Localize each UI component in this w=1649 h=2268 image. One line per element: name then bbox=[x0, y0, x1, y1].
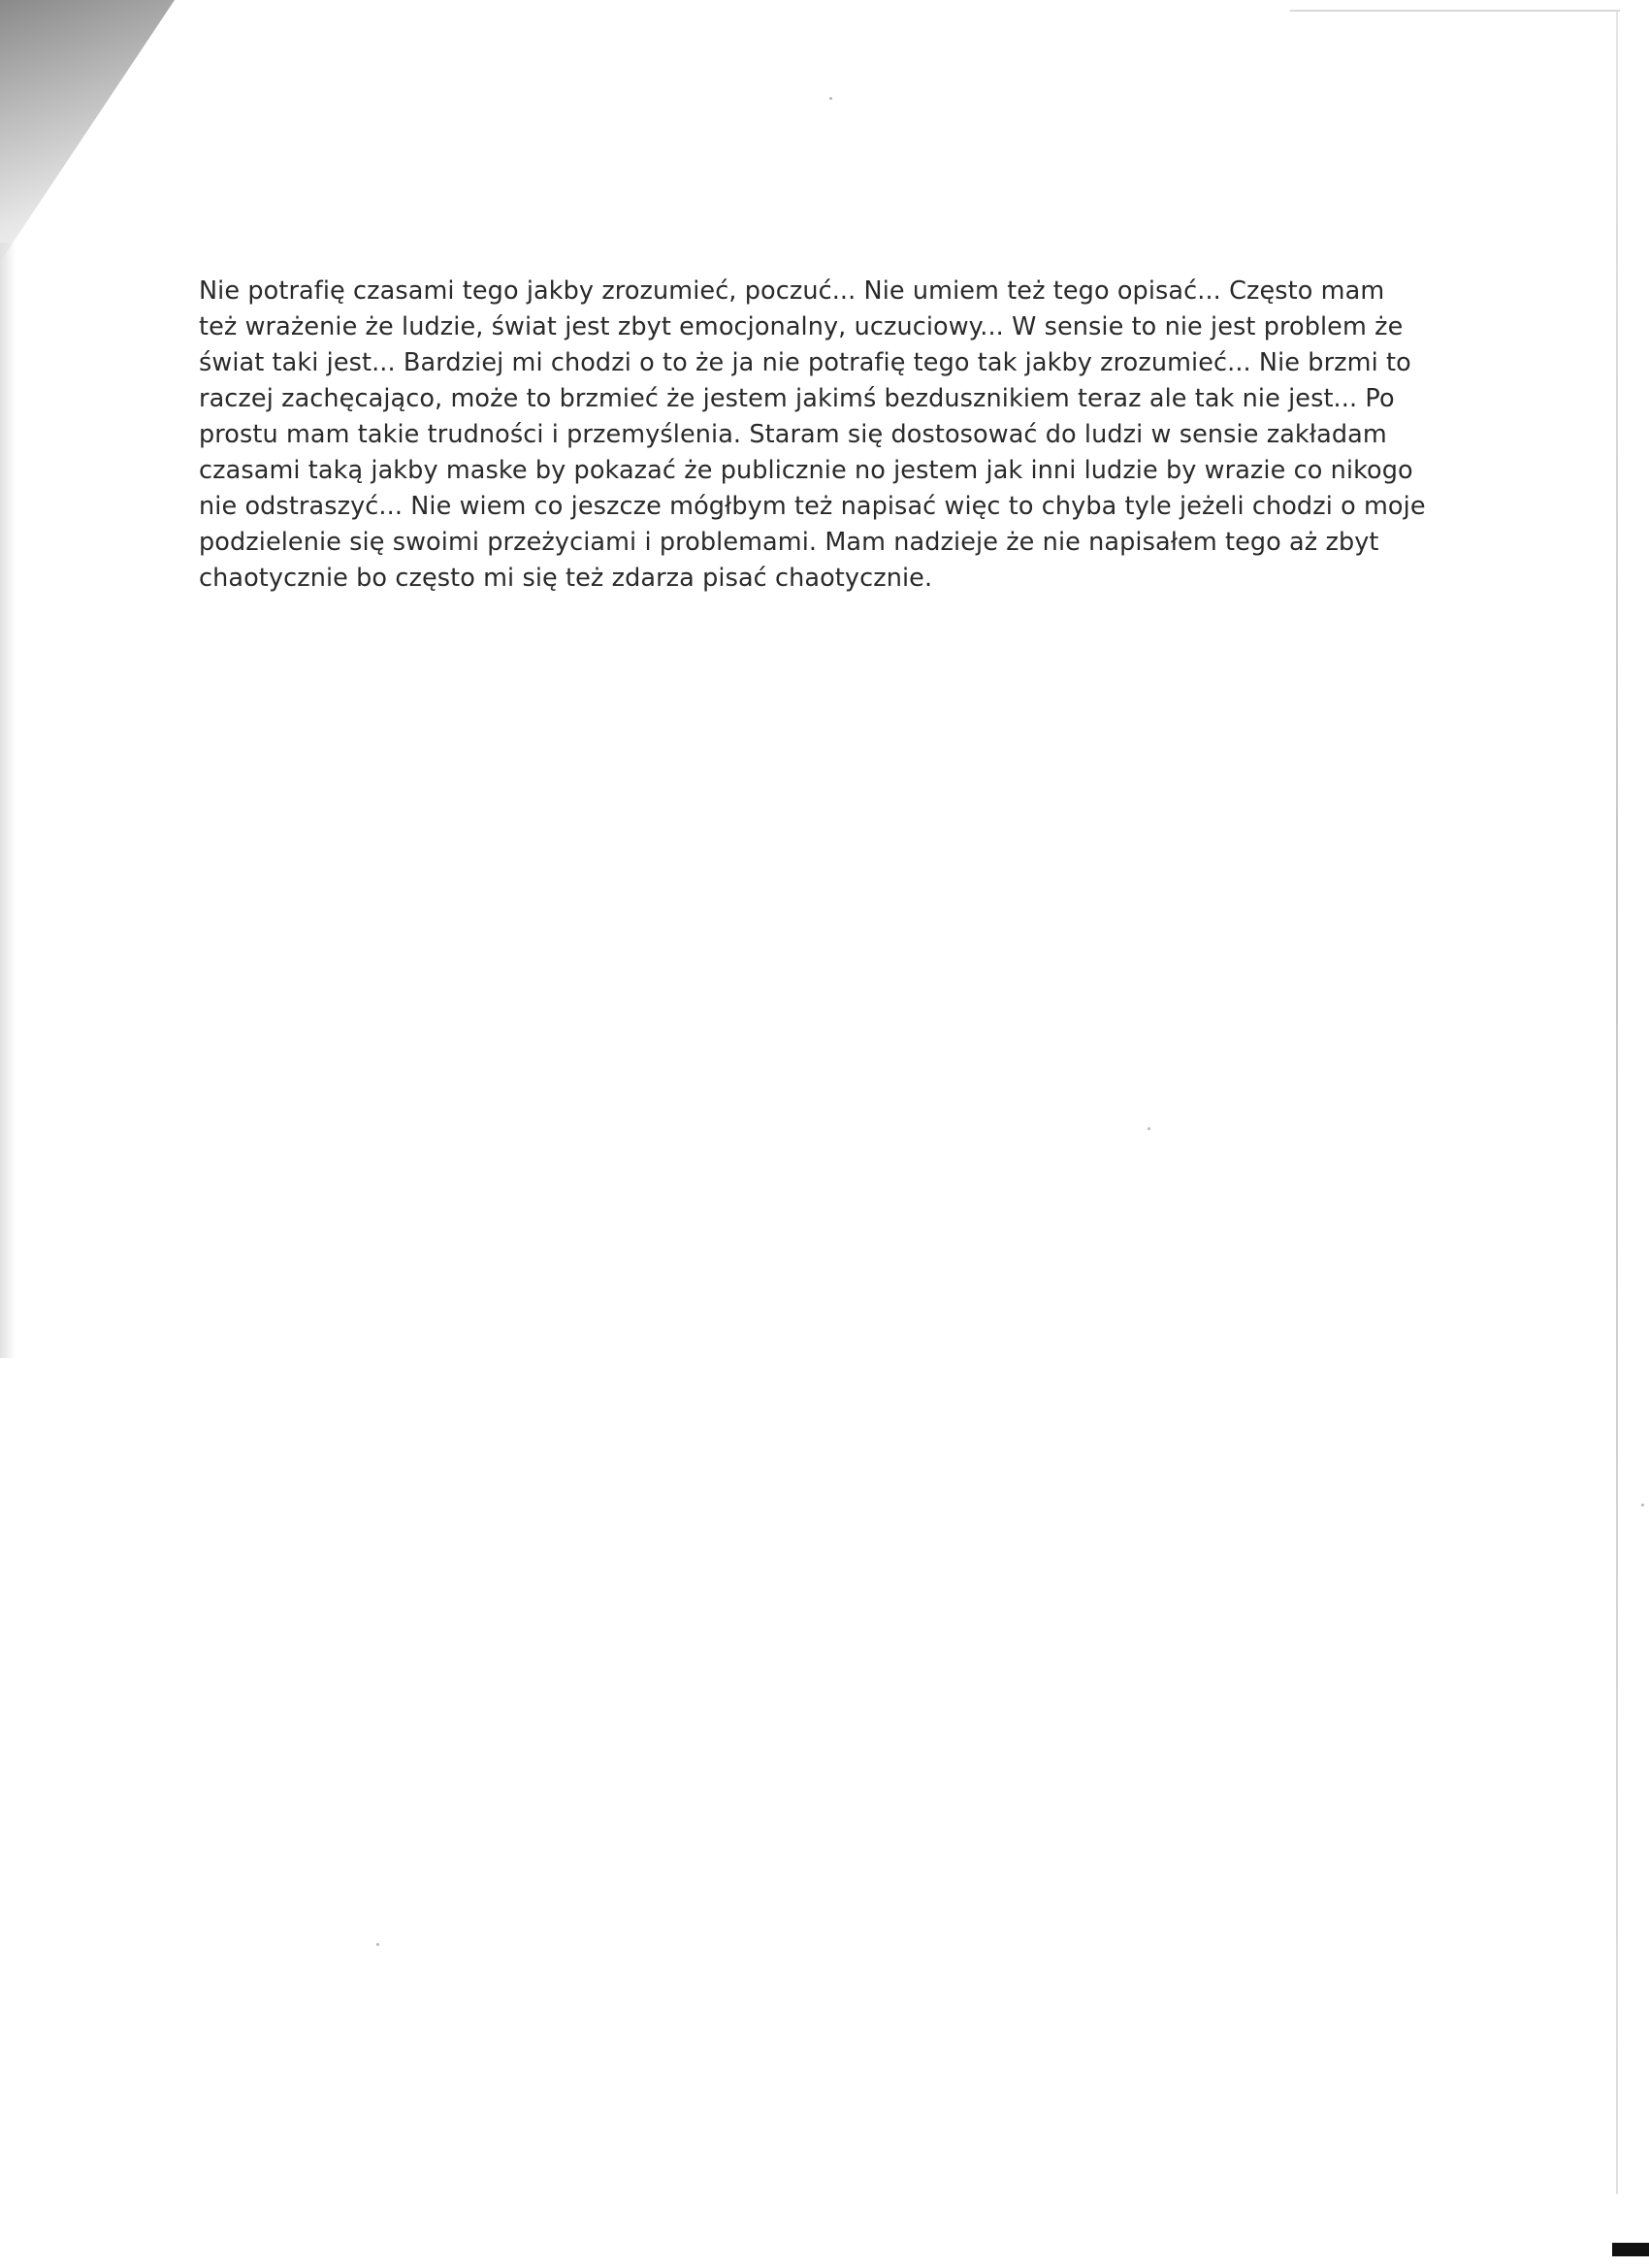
scan-edge-mark bbox=[1612, 2243, 1649, 2256]
scan-speck bbox=[1641, 1504, 1644, 1507]
right-edge-line bbox=[1616, 12, 1618, 2194]
scan-speck bbox=[1148, 1127, 1150, 1130]
left-edge-shadow bbox=[0, 243, 16, 1358]
folded-corner-shadow bbox=[0, 0, 175, 262]
top-edge-line bbox=[1290, 10, 1620, 12]
scan-speck bbox=[376, 1943, 379, 1946]
scan-speck bbox=[829, 97, 832, 100]
letter-paragraph: Nie potrafię czasami tego jakby zrozumieć, poczuć... Nie umiem też tego opisać... Często mam też wrażenie że ludzie, świat jest zbyt emocjonalny, uczuciowy... W sensie to nie jest problem że świat taki jest... Bardziej mi chodzi o to że ja nie potrafię tego tak jakby zrozumieć... Nie brzmi to raczej zachęcająco, może to brzmieć że jestem jakimś bezdusznikiem teraz ale tak nie jest... Po prostu mam takie trudności i przemyślenia. Staram się dostosować do ludzi w sensie zakładam czasami taką jakby maske by pokazać że publicznie no jestem jak inni ludzie by wrazie co nikogo nie odstraszyć... Nie wiem co jeszcze mógłbym też napisać więc to chyba tyle jeżeli chodzi o moje podzielenie się swoimi przeżyciami i problemami. Mam nadzieje że nie napisałem tego aż zbyt chaotycznie bo często mi się też zdarza pisać chaotycznie. bbox=[199, 276, 1426, 593]
